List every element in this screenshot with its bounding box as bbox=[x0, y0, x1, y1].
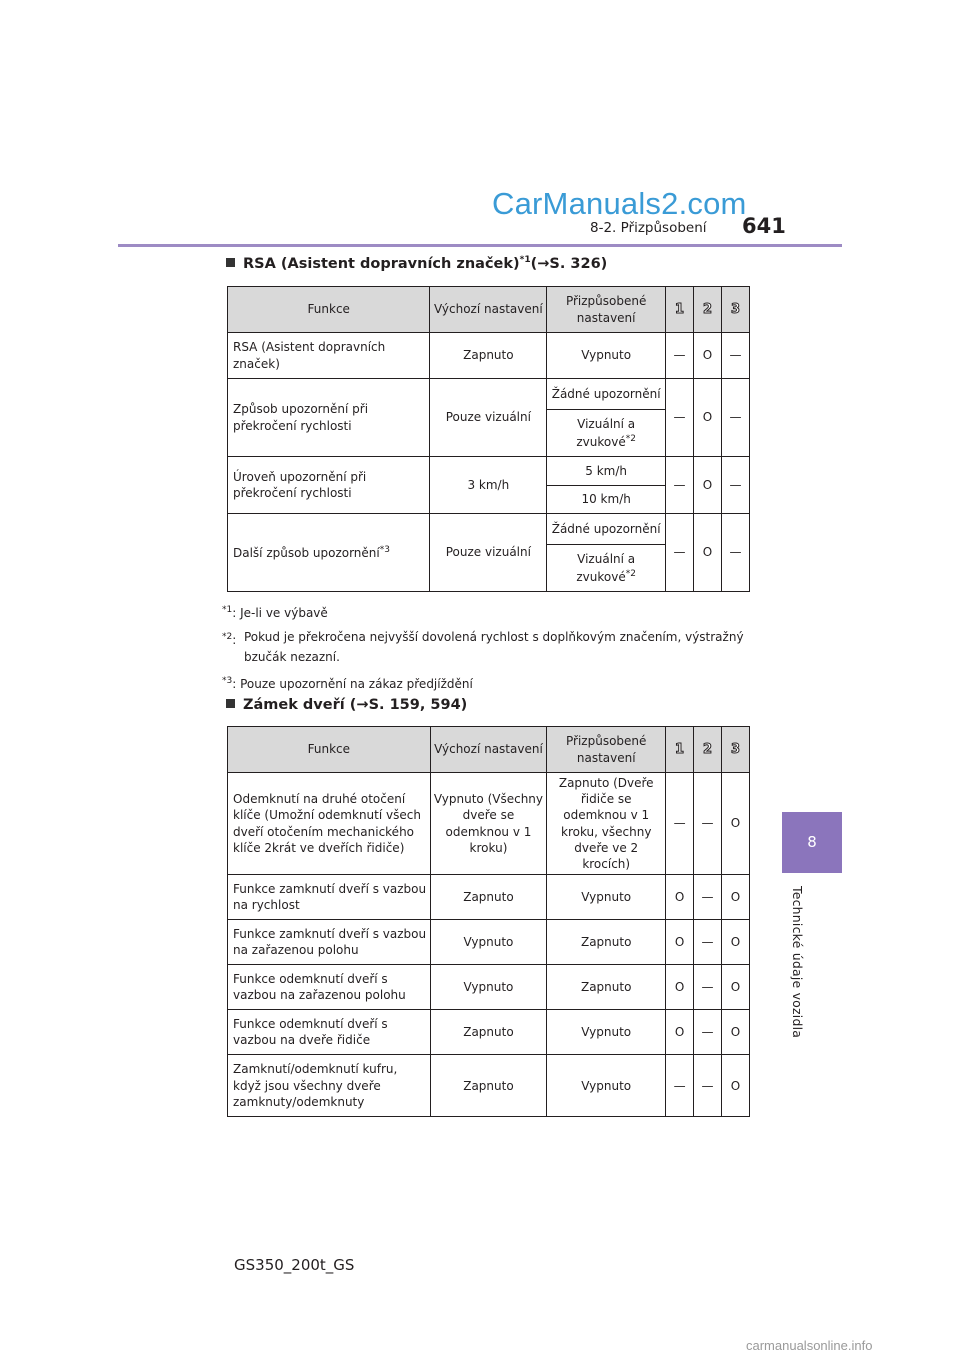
cell-mode-1: — bbox=[666, 1055, 694, 1117]
cell-mode-3: O bbox=[722, 1055, 750, 1117]
cell-mode-2: — bbox=[694, 965, 722, 1010]
table-row bbox=[228, 1010, 750, 1055]
footnote-mark: *2 bbox=[625, 433, 636, 444]
cell-mode-1: — bbox=[666, 514, 694, 592]
cell-custom: 10 km/h bbox=[547, 486, 666, 514]
cell-function: Funkce odemknutí dveří s vazbou na zařazenou polohu bbox=[228, 965, 431, 1010]
cell-default: Vypnuto bbox=[430, 920, 547, 965]
col-mode-2: 2 bbox=[694, 287, 722, 333]
section-heading-door-lock bbox=[226, 697, 467, 713]
cell-custom: Vizuální a zvukové$^{*2}$ bbox=[547, 410, 666, 457]
col-default: Výchozí nastavení bbox=[430, 727, 547, 773]
cell-function: Úroveň upozornění při překročení rychlosti bbox=[228, 457, 430, 514]
table-row bbox=[228, 514, 750, 545]
cell-mode-2: O bbox=[694, 457, 722, 514]
col-mode-2: 2 bbox=[694, 727, 722, 773]
table-row bbox=[228, 379, 750, 410]
cell-default: Zapnuto bbox=[430, 333, 547, 379]
table-row bbox=[228, 773, 750, 875]
cell-function: Odemknutí na druhé otočení klíče (Umožní odemknutí všech dveří otočením mechanického klíče 2krát ve dveřích řidiče) bbox=[228, 773, 431, 875]
cell-mode-3: O bbox=[722, 773, 750, 875]
cell-mode-2: — bbox=[694, 773, 722, 875]
cell-custom: Vypnuto bbox=[547, 875, 666, 920]
footnote: $^{*2}$: Pokud je překročena nejvyšší dovolená rychlost s doplňkovým značením, výstražný bzučák nezazní. bbox=[222, 630, 744, 664]
chapter-label: Technické údaje vozidla bbox=[790, 886, 805, 1039]
header-divider bbox=[118, 244, 842, 247]
table-header-row bbox=[228, 287, 750, 333]
section-header: 8-2. Přizpůsobení bbox=[590, 220, 707, 236]
col-default: Výchozí nastavení bbox=[430, 287, 547, 333]
cell-default: 3 km/h bbox=[430, 457, 547, 514]
col-custom: Přizpůsobené nastavení bbox=[547, 727, 666, 773]
cell-function: Způsob upozornění při překročení rychlosti bbox=[228, 379, 430, 457]
cell-custom: Zapnuto bbox=[547, 965, 666, 1010]
table-row bbox=[228, 875, 750, 920]
page-number: 641 bbox=[742, 214, 786, 238]
cell-default: Zapnuto bbox=[430, 875, 547, 920]
cell-default: Zapnuto bbox=[430, 1010, 547, 1055]
cell-mode-3: O bbox=[722, 965, 750, 1010]
cell-mode-1: — bbox=[666, 457, 694, 514]
cell-mode-2: — bbox=[694, 1010, 722, 1055]
table-row bbox=[228, 457, 750, 486]
cell-mode-3: — bbox=[721, 379, 749, 457]
cell-custom: Zapnuto (Dveře řidiče se odemknou v 1 kroku, všechny dveře ve 2 krocích) bbox=[547, 773, 666, 875]
footnote: $^{*1}$: Je-li ve výbavě bbox=[222, 605, 328, 620]
col-mode-3: 3 bbox=[721, 287, 749, 333]
table-row bbox=[228, 965, 750, 1010]
cell-custom: Zapnuto bbox=[547, 920, 666, 965]
footnote: $^{*3}$: Pouze upozornění na zákaz předjíždění bbox=[222, 676, 473, 691]
cell-function: Funkce zamknutí dveří s vazbou na zařazenou polohu bbox=[228, 920, 431, 965]
cell-mode-3: — bbox=[721, 514, 749, 592]
page-reference-link[interactable]: (→S. 159, 594) bbox=[349, 697, 468, 713]
footnote-mark: *1 bbox=[519, 255, 531, 265]
cell-default: Zapnuto bbox=[430, 1055, 547, 1117]
watermark-footer: carmanualsonline.info bbox=[746, 1338, 873, 1353]
cell-mode-1: — bbox=[666, 379, 694, 457]
heading-text: RSA (Asistent dopravních značek) bbox=[243, 255, 520, 272]
section-heading-rsa bbox=[226, 255, 607, 272]
table-row bbox=[228, 920, 750, 965]
table-row bbox=[228, 333, 750, 379]
cell-custom: Vypnuto bbox=[547, 1055, 666, 1117]
col-mode-3: 3 bbox=[722, 727, 750, 773]
heading-text: Zámek dveří bbox=[243, 697, 345, 713]
cell-mode-1: O bbox=[666, 920, 694, 965]
cell-mode-1: — bbox=[666, 333, 694, 379]
cell-mode-1: — bbox=[666, 773, 694, 875]
cell-default: Pouze vizuální bbox=[430, 514, 547, 592]
cell-mode-3: O bbox=[722, 920, 750, 965]
footer-model-code: GS350_200t_GS bbox=[234, 1256, 355, 1274]
cell-function: Zamknutí/odemknutí kufru, když jsou všechny dveře zamknuty/odemknuty bbox=[228, 1055, 431, 1117]
col-function: Funkce bbox=[228, 727, 431, 773]
cell-mode-2: — bbox=[694, 875, 722, 920]
cell-mode-1: O bbox=[666, 875, 694, 920]
col-custom: Přizpůsobené nastavení bbox=[547, 287, 666, 333]
rsa-settings-table bbox=[227, 286, 750, 592]
table-header-row bbox=[228, 727, 750, 773]
cell-default: Pouze vizuální bbox=[430, 379, 547, 457]
cell-default: Vypnuto bbox=[430, 965, 547, 1010]
cell-custom: Vypnuto bbox=[547, 333, 666, 379]
cell-mode-2: O bbox=[694, 333, 722, 379]
cell-mode-2: O bbox=[694, 379, 722, 457]
cell-function: Další způsob upozornění$^{*3}$ bbox=[228, 514, 430, 592]
chapter-tab[interactable]: 8 bbox=[782, 812, 842, 873]
cell-function: RSA (Asistent dopravních značek) bbox=[228, 333, 430, 379]
cell-custom: Vizuální a zvukové$^{*2}$ bbox=[547, 545, 666, 592]
cell-default: Vypnuto (Všechny dveře se odemknou v 1 kroku) bbox=[430, 773, 547, 875]
cell-custom: Žádné upozornění bbox=[547, 379, 666, 410]
cell-custom: Vypnuto bbox=[547, 1010, 666, 1055]
cell-function: Funkce odemknutí dveří s vazbou na dveře řidiče bbox=[228, 1010, 431, 1055]
cell-mode-2: — bbox=[694, 920, 722, 965]
bullet-square-icon bbox=[226, 699, 235, 708]
table-row bbox=[228, 1055, 750, 1117]
cell-custom: 5 km/h bbox=[547, 457, 666, 486]
door-lock-settings-table bbox=[227, 726, 750, 1117]
col-mode-1: 1 bbox=[666, 287, 694, 333]
page-reference-link[interactable]: (→S. 326) bbox=[530, 255, 608, 272]
footnote-mark: *3 bbox=[379, 544, 390, 555]
footnote-mark: *2 bbox=[625, 568, 636, 579]
cell-custom: Žádné upozornění bbox=[547, 514, 666, 545]
cell-mode-1: O bbox=[666, 965, 694, 1010]
cell-mode-3: O bbox=[722, 1010, 750, 1055]
cell-function: Funkce zamknutí dveří s vazbou na rychlost bbox=[228, 875, 431, 920]
col-function: Funkce bbox=[228, 287, 430, 333]
cell-mode-3: O bbox=[722, 875, 750, 920]
cell-mode-2: O bbox=[694, 514, 722, 592]
cell-mode-1: O bbox=[666, 1010, 694, 1055]
watermark-logo: CarManuals2.com bbox=[492, 186, 747, 221]
cell-mode-3: — bbox=[721, 457, 749, 514]
cell-mode-2: — bbox=[694, 1055, 722, 1117]
cell-mode-3: — bbox=[721, 333, 749, 379]
footnotes bbox=[222, 600, 762, 694]
col-mode-1: 1 bbox=[666, 727, 694, 773]
bullet-square-icon bbox=[226, 258, 235, 267]
